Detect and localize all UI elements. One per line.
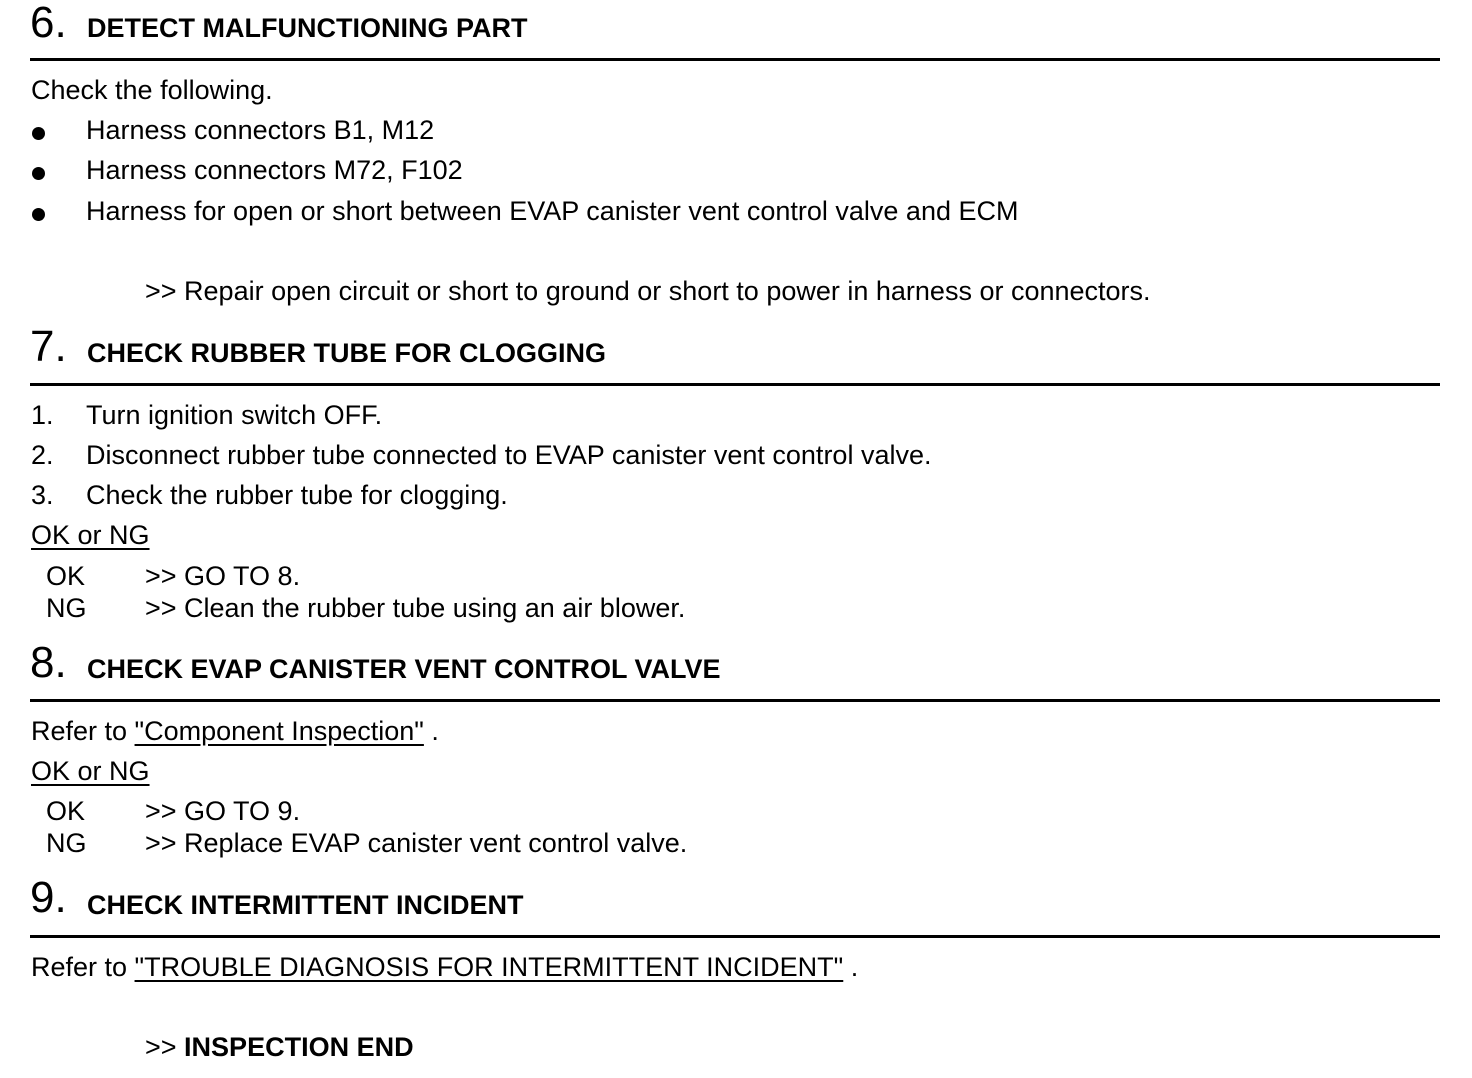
end-text: INSPECTION END [184, 1032, 414, 1062]
section-divider [30, 935, 1440, 938]
section-divider [30, 383, 1440, 386]
refer-line [31, 951, 858, 983]
judgement-label: OK or NG [31, 520, 150, 550]
component-inspection-link[interactable]: "Component Inspection" [134, 716, 424, 746]
ng-label: NG [46, 828, 87, 858]
step-title: CHECK RUBBER TUBE FOR CLOGGING [87, 338, 606, 368]
section-divider [30, 699, 1440, 702]
bullet-icon [32, 127, 45, 140]
judgement-label: OK or NG [31, 756, 150, 786]
step-number: 6. [30, 0, 67, 47]
step-title: DETECT MALFUNCTIONING PART [87, 13, 528, 43]
step-title: CHECK EVAP CANISTER VENT CONTROL VALVE [87, 654, 721, 684]
refer-suffix: . [423, 716, 439, 746]
ok-label: OK [46, 796, 86, 826]
ok-action: >> GO TO 9. [145, 796, 301, 826]
trouble-diagnosis-link[interactable]: "TROUBLE DIAGNOSIS FOR INTERMITTENT INCIDENT" [134, 952, 844, 982]
list-item: Harness connectors B1, M12 [86, 115, 435, 145]
refer-line [31, 715, 439, 747]
step-number: 9. [30, 873, 67, 922]
intro-text: Check the following. [31, 75, 273, 105]
list-number: 1. [31, 400, 54, 430]
step-number: 7. [30, 322, 67, 371]
ok-label: OK [46, 561, 86, 591]
list-item: Check the rubber tube for clogging. [86, 480, 508, 510]
list-item: Disconnect rubber tube connected to EVAP canister vent control valve. [86, 440, 932, 470]
list-number: 3. [31, 480, 54, 510]
ng-label: NG [46, 593, 87, 623]
list-item: Harness for open or short between EVAP canister vent control valve and ECM [86, 196, 1019, 226]
list-item: Harness connectors M72, F102 [86, 155, 463, 185]
ng-action: >> Replace EVAP canister vent control valve. [145, 828, 688, 858]
bullet-icon [32, 167, 45, 180]
list-number: 2. [31, 440, 54, 470]
bullet-icon [32, 208, 45, 221]
refer-prefix: Refer to [31, 716, 135, 746]
refer-prefix: Refer to [31, 952, 135, 982]
refer-suffix: . [843, 952, 859, 982]
end-prefix: >> [145, 1032, 185, 1062]
list-item: Turn ignition switch OFF. [86, 400, 383, 430]
ok-action: >> GO TO 8. [145, 561, 301, 591]
step-number: 8. [30, 638, 67, 687]
section-divider [30, 58, 1440, 61]
result-text: >> Repair open circuit or short to ground or short to power in harness or connectors. [145, 276, 1151, 306]
inspection-end [145, 1031, 414, 1063]
step-title: CHECK INTERMITTENT INCIDENT [87, 890, 524, 920]
ng-action: >> Clean the rubber tube using an air blower. [145, 593, 686, 623]
